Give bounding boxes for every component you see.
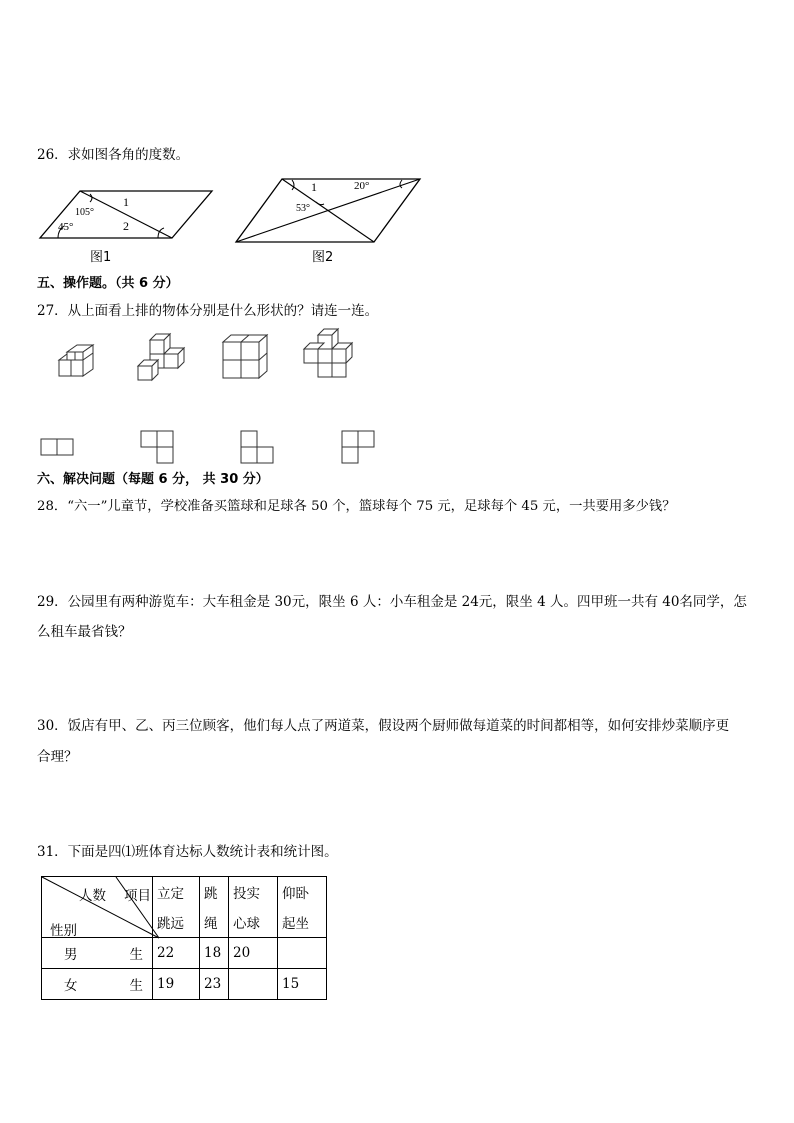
- header-col4-bottom: 起坐: [278, 907, 327, 938]
- figure-1-label-1: 1: [123, 195, 129, 209]
- top-view-d: [341, 430, 377, 466]
- figure-2-caption: 图2: [312, 250, 334, 265]
- object-a-cubes: [55, 344, 105, 380]
- section-5-heading: 五、操作题。（共 6 分）: [37, 276, 179, 291]
- table-header-row-1: [42, 877, 327, 908]
- row-label-boys: 男 生: [42, 938, 153, 969]
- figure-2-angle-53: 53°: [296, 203, 310, 214]
- figure-1-parallelogram: [38, 186, 218, 242]
- corner-label-renshu: 人数: [79, 888, 106, 904]
- boys-rope: 18: [200, 938, 229, 969]
- corner-label-xiangmu: 项目: [124, 888, 151, 904]
- header-col3-top: 投实: [229, 877, 278, 908]
- header-col1-top: 立定: [153, 877, 200, 908]
- question-29-line-2: 么租车最省钱？: [37, 624, 132, 640]
- top-view-b: [140, 430, 176, 466]
- header-col4-top: 仰卧: [278, 877, 327, 908]
- header-col1-bottom: 跳远: [153, 907, 200, 938]
- question-28: 28．“六一”儿童节，学校准备买篮球和足球各 50 个，篮球每个 75 元，足球每个 45 元，一共要用多少钱？: [37, 499, 676, 514]
- figure-2-parallelogram: [234, 176, 424, 244]
- row-label-girls: 女 生: [42, 969, 153, 1000]
- object-c-cubes: [221, 334, 271, 380]
- figure-1-angle-105: 105°: [75, 207, 94, 218]
- header-col2-bottom: 绳: [200, 907, 229, 938]
- table-corner-cell: [42, 877, 153, 938]
- stats-table: [41, 876, 327, 1000]
- object-d-cubes: [300, 327, 356, 379]
- section-6-heading: 六、解决问题（每题 6 分， 共 30 分）: [37, 472, 269, 487]
- corner-label-xingbie: 性别: [50, 923, 77, 939]
- question-30-line-2: 合理？: [37, 749, 78, 765]
- question-29-line-1: 29．公园里有两种游览车：大车租金是 30元，限坐 6 人：小车租金是 24元，限坐 4 人。四甲班一共有 40名同学，怎: [37, 594, 747, 610]
- figure-2-angle-20: 20°: [354, 180, 370, 192]
- question-27: 27．从上面看上排的物体分别是什么形状的？请连一连。: [37, 303, 379, 319]
- top-view-c: [240, 430, 276, 466]
- girls-rope: 23: [200, 969, 229, 1000]
- table-row: [42, 938, 327, 969]
- top-view-a: [40, 438, 76, 456]
- girls-long-jump: 19: [153, 969, 200, 1000]
- boys-ball: 20: [229, 938, 278, 969]
- figure-1-label-2: 2: [123, 219, 129, 233]
- figure-2-label-1: 1: [311, 180, 317, 194]
- object-b-cubes: [136, 332, 186, 382]
- figure-1-caption: 图1: [90, 250, 112, 265]
- girls-ball: [229, 969, 278, 1000]
- question-26: 26．求如图各角的度数。: [37, 147, 190, 163]
- header-col3-bottom: 心球: [229, 907, 278, 938]
- boys-long-jump: 22: [153, 938, 200, 969]
- header-col2-top: 跳: [200, 877, 229, 908]
- figure-1-angle-45: 45°: [58, 221, 74, 233]
- figure-2-diagonal-b: [236, 179, 420, 242]
- question-30-line-1: 30．饭店有甲、乙、丙三位顾客，他们每人点了两道菜，假设两个厨师做每道菜的时间都相等，如何安排炒菜顺序更: [37, 718, 730, 734]
- boys-situp: [278, 938, 327, 969]
- question-31: 31．下面是四⑴班体育达标人数统计表和统计图。: [37, 844, 338, 860]
- table-row: [42, 969, 327, 1000]
- girls-situp: 15: [278, 969, 327, 1000]
